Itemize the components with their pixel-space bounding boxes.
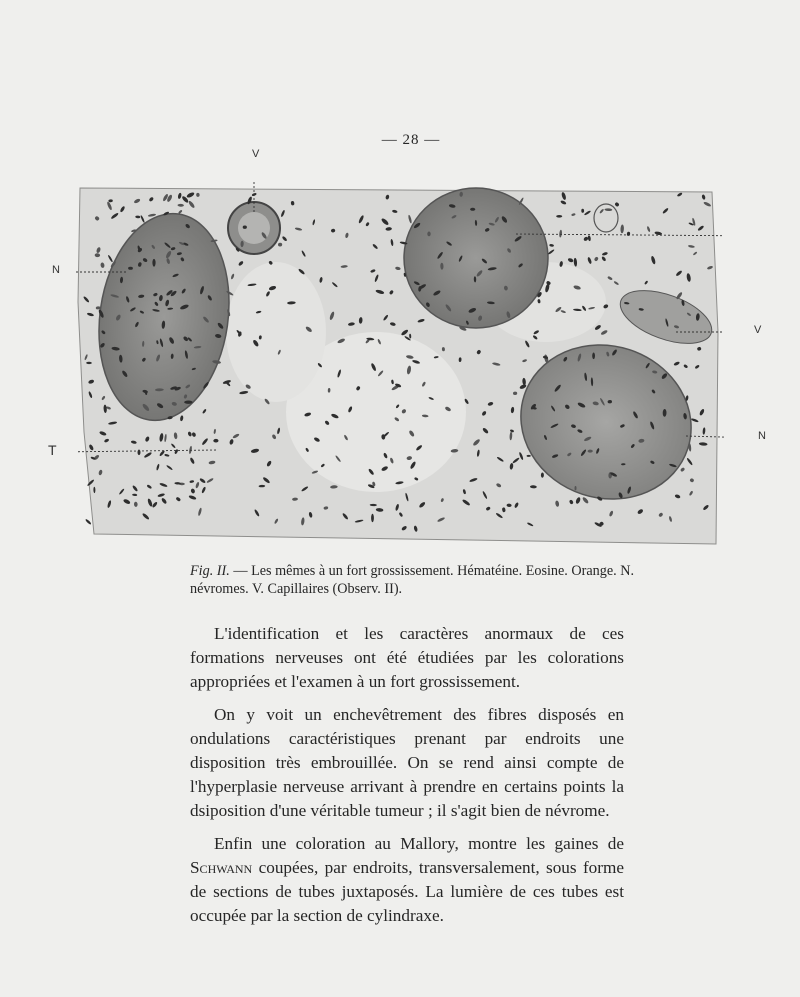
- label-v-right: V: [754, 324, 762, 336]
- nucleus: [184, 401, 192, 404]
- figure-label: Fig. II.: [190, 563, 230, 579]
- nucleus: [371, 514, 374, 522]
- nerve-bundle-top-center: [404, 188, 548, 328]
- histology-illustration: [76, 182, 724, 554]
- nucleus: [85, 518, 92, 525]
- page-number: — 28 —: [381, 132, 441, 148]
- histology-figure: [48, 148, 766, 554]
- nucleus: [556, 215, 562, 218]
- paragraph-2: On y voit un enchevêtrement des fibres disposés en ondulations caractéristiques prenant par endroits une disposition très embrouillée. On se rend ainsi compte de l'hyperplasie nerveuse arrivant à prendre en certains points la dsiposition d'une véritable tumeur ; il s'agit bien de névrome.: [190, 704, 624, 821]
- paragraph-3-end: coupées, par endroits, transversalement, sous forme de sections de tubes juxtaposés. La lumière de ces tubes est occupée par la section de cylindraxe.: [190, 857, 624, 926]
- paragraph-3-start: Enfin une coloration au Mallory, montre les gaines de: [214, 833, 624, 853]
- nucleus: [427, 232, 430, 237]
- paragraph-3: [190, 832, 624, 929]
- label-n-right-bottom: N: [758, 430, 766, 442]
- body-text: [190, 622, 624, 936]
- label-t-left: T: [48, 442, 57, 458]
- paragraph-1: L'identification et les caractères anormaux de ces formations nerveuses ont été étudiées par les colorations appropriées et l'examen à un fort grossissement.: [190, 624, 624, 692]
- caption-text: — Les mêmes à un fort grossissement. Hématéine. Eosine. Orange. N. névromes. V. Capillaires (Observ. II).: [190, 563, 635, 597]
- nucleus: [592, 353, 595, 360]
- author-name: Schwann: [190, 857, 253, 877]
- label-v-top: V: [252, 148, 260, 160]
- figure-caption: [190, 562, 650, 598]
- nucleus: [138, 450, 141, 456]
- nucleus: [152, 259, 155, 267]
- label-n-left: N: [52, 264, 60, 276]
- nucleus: [575, 486, 577, 490]
- nucleus: [470, 208, 475, 211]
